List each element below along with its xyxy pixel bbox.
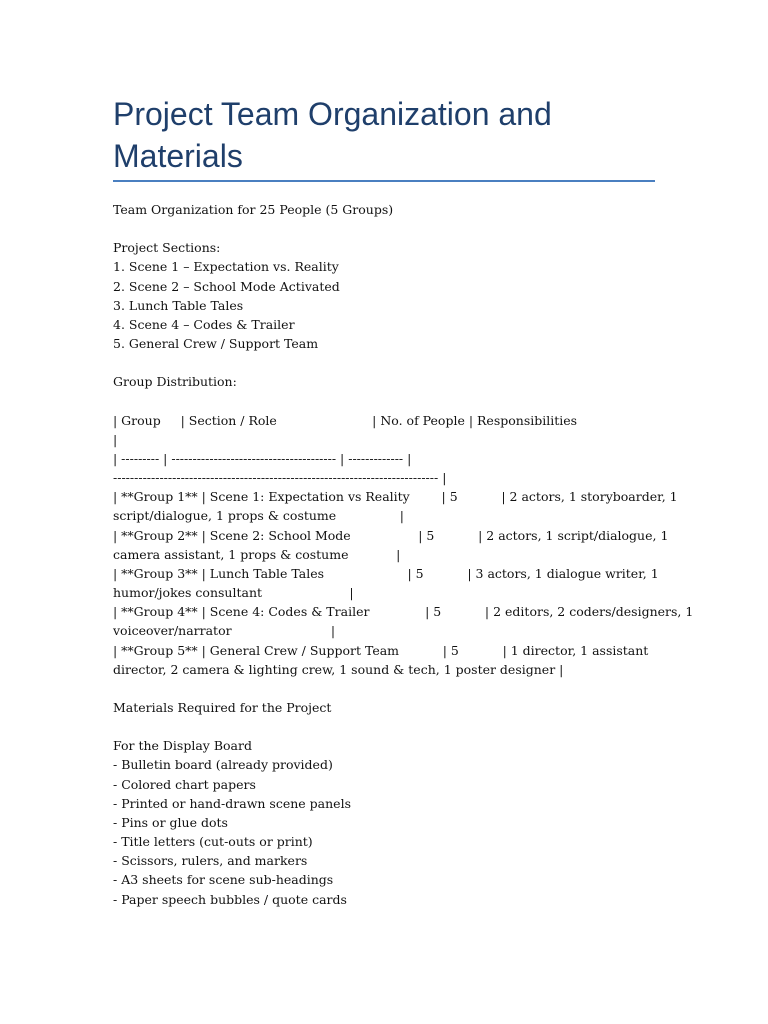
section-item: 2. Scene 2 – School Mode Activated (113, 278, 340, 294)
section-item: 1. Scene 1 – Expectation vs. Reality (113, 259, 339, 275)
list-item: - Paper speech bubbles / quote cards (113, 891, 347, 907)
table-line: | (113, 431, 118, 447)
list-item: - Bulletin board (already provided) (113, 757, 333, 773)
list-item: - Title letters (cut-outs or print) (113, 834, 313, 850)
table-row-line: script/dialogue, 1 props & costume | (113, 508, 404, 524)
table-row-line: | **Group 3** | Lunch Table Tales | 5 | 3 actors, 1 dialogue writer, 1 (113, 565, 659, 581)
document-body (113, 200, 694, 909)
table-row-line: humor/jokes consultant | (113, 585, 354, 601)
section-item: 4. Scene 4 – Codes & Trailer (113, 316, 295, 332)
list-item: - A3 sheets for scene sub-headings (113, 872, 334, 888)
section-item: 3. Lunch Table Tales (113, 297, 244, 313)
distribution-heading: Group Distribution: (113, 374, 237, 390)
display-board-heading: For the Display Board (113, 738, 252, 754)
table-row-line: voiceover/narrator | (113, 623, 336, 639)
table-row-line: | **Group 2** | Scene 2: School Mode | 5 | 2 actors, 1 script/dialogue, 1 (113, 527, 669, 543)
section-item: 5. General Crew / Support Team (113, 336, 319, 352)
table-row-line: | **Group 5** | General Crew / Support Team | 5 | 1 director, 1 assistant (113, 642, 649, 658)
sections-heading: Project Sections: (113, 240, 221, 256)
list-item: - Scissors, rulers, and markers (113, 853, 308, 869)
materials-heading: Materials Required for the Project (113, 700, 332, 715)
title-underline (113, 180, 655, 182)
table-row-line: camera assistant, 1 props & costume | (113, 546, 401, 562)
spacer (113, 353, 658, 372)
table-row-line: | **Group 1** | Scene 1: Expectation vs Reality | 5 | 2 actors, 1 storyboarder, 1 (113, 489, 678, 505)
table-row-line: | **Group 4** | Scene 4: Codes & Trailer | 5 | 2 editors, 2 coders/designers, 1 (113, 604, 694, 620)
document-title: Project Team Organization and Materials (113, 96, 552, 174)
table-header-line: | Group | Section / Role | No. of People | Responsibilities (113, 412, 578, 428)
table-separator-line: | --------- | --------------------------------------- | ------------- | (113, 450, 412, 466)
list-item: - Colored chart papers (113, 776, 256, 792)
table-row-line: director, 2 camera & lighting crew, 1 sound & tech, 1 poster designer | (113, 661, 564, 677)
intro-text: Team Organization for 25 People (5 Groups) (113, 202, 394, 217)
table-separator-line: ----------------------------------------------------------------------------- | (113, 470, 447, 486)
list-item: - Printed or hand-drawn scene panels (113, 795, 351, 811)
spacer (113, 679, 658, 698)
list-item: - Pins or glue dots (113, 814, 228, 830)
spacer (113, 717, 658, 736)
spacer (113, 219, 658, 238)
group-distribution-table (113, 411, 694, 679)
spacer (113, 392, 658, 411)
